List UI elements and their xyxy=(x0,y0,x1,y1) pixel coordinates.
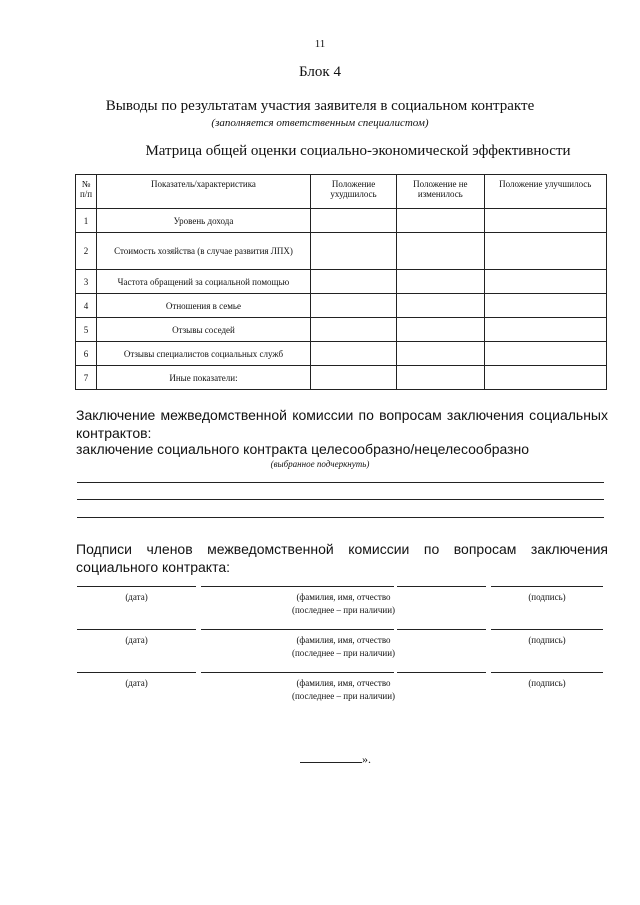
cell-improved[interactable] xyxy=(484,209,606,233)
name-label-line2: (последнее – при наличии) xyxy=(291,648,396,658)
cell-worsened[interactable] xyxy=(310,294,396,318)
row-number: 5 xyxy=(76,318,97,342)
cell-unchanged[interactable] xyxy=(397,294,484,318)
name-label-line1: (фамилия, имя, отчество xyxy=(296,678,391,688)
signature-1-signature-line[interactable] xyxy=(491,586,603,587)
matrix-title: Матрица общей оценки социально-экономической эффективности xyxy=(145,143,571,159)
signature-3-label-group xyxy=(77,677,196,690)
closing-blank-line[interactable] xyxy=(300,752,362,763)
cell-unchanged[interactable] xyxy=(397,342,484,366)
cell-worsened[interactable] xyxy=(310,233,396,270)
signature-2-label-group xyxy=(201,634,486,660)
cell-unchanged[interactable] xyxy=(397,366,484,390)
signatures-heading: Подписи членов межведомственной комиссии по вопросам заключения социального контракта: xyxy=(76,541,608,575)
section-subtitle: (заполняется ответственным специалистом) xyxy=(211,117,429,129)
row-indicator: Отношения в семье xyxy=(97,294,311,318)
cell-worsened[interactable] xyxy=(310,318,396,342)
cell-improved[interactable] xyxy=(484,342,606,366)
table-row xyxy=(76,294,607,318)
table-row xyxy=(76,318,607,342)
signature-3-signature-line[interactable] xyxy=(491,672,603,673)
signature-3-name-line-a[interactable] xyxy=(201,672,394,673)
page-number: 11 xyxy=(314,38,326,50)
signature-2-label-group xyxy=(77,634,196,647)
table-header-row xyxy=(76,175,607,209)
cell-worsened[interactable] xyxy=(310,366,396,390)
cell-improved[interactable] xyxy=(484,233,606,270)
signature-1-label-group xyxy=(201,591,486,617)
header-worsened: Положение ухудшилось xyxy=(310,175,396,209)
table-row xyxy=(76,270,607,294)
signature-label: (подпись) xyxy=(528,635,566,645)
closing-mark xyxy=(300,752,371,767)
table-row xyxy=(76,342,607,366)
cell-improved[interactable] xyxy=(484,318,606,342)
cell-improved[interactable] xyxy=(484,294,606,318)
block-title: Блок 4 xyxy=(299,64,341,80)
date-label: (дата) xyxy=(125,635,148,645)
cell-improved[interactable] xyxy=(484,270,606,294)
signature-1-label-group xyxy=(491,591,603,604)
evaluation-matrix-table xyxy=(75,174,607,390)
header-unchanged: Положение не изменилось xyxy=(397,175,484,209)
name-label-line1: (фамилия, имя, отчество xyxy=(296,635,391,645)
table-row xyxy=(76,366,607,390)
cell-unchanged[interactable] xyxy=(397,318,484,342)
conclusion-heading: Заключение межведомственной комиссии по вопросам заключения социальных контрактов: xyxy=(76,407,608,441)
signature-2-label-group xyxy=(491,634,603,647)
row-number: 4 xyxy=(76,294,97,318)
row-indicator: Отзывы специалистов социальных служб xyxy=(97,342,311,366)
name-label-line1: (фамилия, имя, отчество xyxy=(296,592,391,602)
header-improved: Положение улучшилось xyxy=(484,175,606,209)
signature-1-label-group xyxy=(77,591,196,604)
conclusion-line-2[interactable] xyxy=(77,499,604,500)
conclusion-line-1[interactable] xyxy=(77,482,604,483)
signature-1-name-line-a[interactable] xyxy=(201,586,394,587)
table-row xyxy=(76,233,607,270)
header-number: № п/п xyxy=(76,175,97,209)
cell-worsened[interactable] xyxy=(310,270,396,294)
cell-unchanged[interactable] xyxy=(397,209,484,233)
row-number: 1 xyxy=(76,209,97,233)
conclusion-text: заключение социального контракта целесообразно/нецелесообразно xyxy=(76,441,530,457)
row-indicator: Частота обращений за социальной помощью xyxy=(97,270,311,294)
section-title: Выводы по результатам участия заявителя в социальном контракте xyxy=(105,98,535,114)
conclusion-line-3[interactable] xyxy=(77,517,604,518)
closing-quote: ». xyxy=(362,752,371,766)
date-label: (дата) xyxy=(125,592,148,602)
signature-2-date-line[interactable] xyxy=(77,629,196,630)
signature-3-date-line[interactable] xyxy=(77,672,196,673)
row-indicator: Стоимость хозяйства (в случае развития ЛПХ) xyxy=(97,233,311,270)
row-indicator: Иные показатели: xyxy=(97,366,311,390)
cell-worsened[interactable] xyxy=(310,209,396,233)
signature-2-signature-line[interactable] xyxy=(491,629,603,630)
header-indicator: Показатель/характеристика xyxy=(97,175,311,209)
signature-1-date-line[interactable] xyxy=(77,586,196,587)
row-number: 6 xyxy=(76,342,97,366)
signature-label: (подпись) xyxy=(528,678,566,688)
row-number: 2 xyxy=(76,233,97,270)
signature-3-name-line-b[interactable] xyxy=(397,672,486,673)
cell-improved[interactable] xyxy=(484,366,606,390)
cell-unchanged[interactable] xyxy=(397,270,484,294)
row-indicator: Отзывы соседей xyxy=(97,318,311,342)
conclusion-note: (выбранное подчеркнуть) xyxy=(270,459,370,469)
signature-3-label-group xyxy=(201,677,486,703)
cell-unchanged[interactable] xyxy=(397,233,484,270)
signature-1-name-line-b[interactable] xyxy=(397,586,486,587)
row-number: 3 xyxy=(76,270,97,294)
date-label: (дата) xyxy=(125,678,148,688)
signature-3-label-group xyxy=(491,677,603,690)
row-indicator: Уровень дохода xyxy=(97,209,311,233)
row-number: 7 xyxy=(76,366,97,390)
cell-worsened[interactable] xyxy=(310,342,396,366)
signature-label: (подпись) xyxy=(528,592,566,602)
signature-2-name-line-a[interactable] xyxy=(201,629,394,630)
name-label-line2: (последнее – при наличии) xyxy=(291,605,396,615)
name-label-line2: (последнее – при наличии) xyxy=(291,691,396,701)
signature-2-name-line-b[interactable] xyxy=(397,629,486,630)
table-row xyxy=(76,209,607,233)
